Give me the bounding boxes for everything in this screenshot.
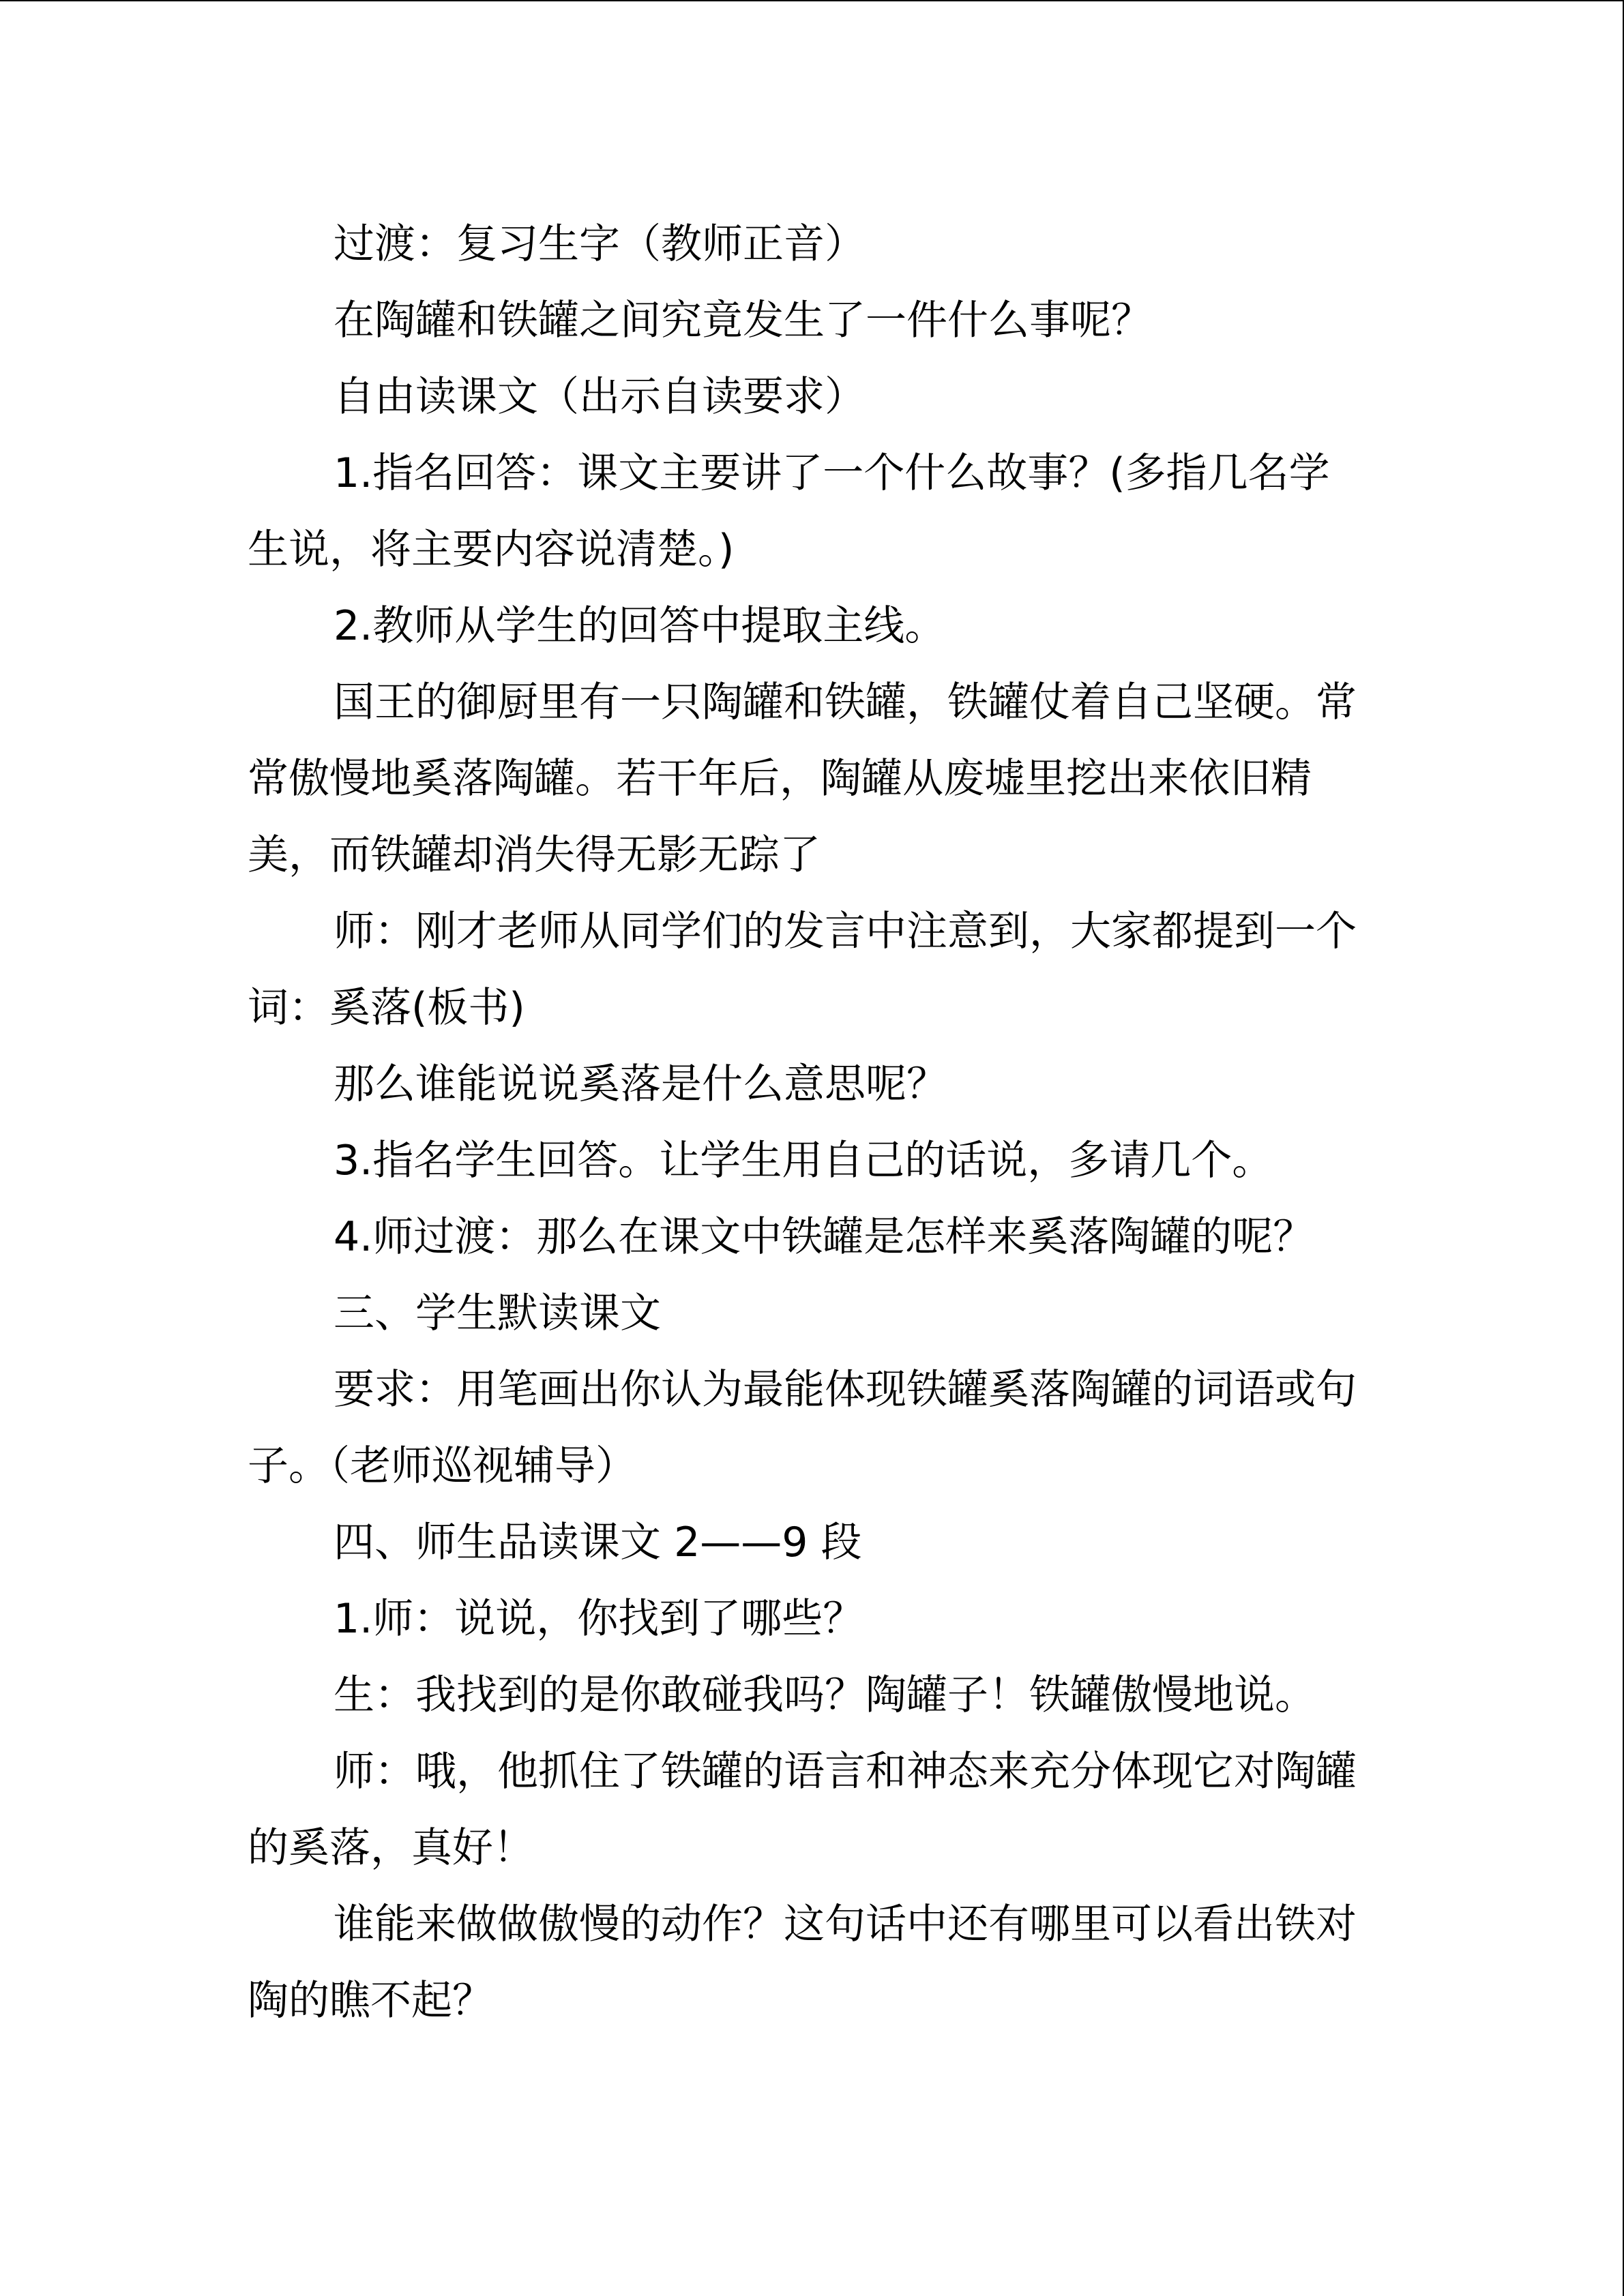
section-heading-3: 三、学生默读课文 [334, 1289, 661, 1337]
document-body [248, 206, 1370, 2039]
paragraph-story-summary: 国王的御厨里有一只陶罐和铁罐，铁罐仗着自己坚硬。常常傲慢地奚落陶罐。若干年后，陶罐从废墟里挖出来依旧精美，而铁罐却消失得无影无踪了 [248, 679, 1357, 879]
paragraph-meaning-question: 那么谁能说说奚落是什么意思呢？ [334, 1060, 947, 1108]
paragraph-question-event: 在陶罐和铁罐之间究竟发生了一件什么事呢？ [334, 297, 1152, 344]
paragraph-follow-up-question: 谁能来做做傲慢的动作？这句话中还有哪里可以看出铁对陶的瞧不起？ [248, 1900, 1357, 2025]
paragraph-step-3: 3.指名学生回答。让学生用自己的话说，多请几个。 [334, 1137, 1273, 1184]
paragraph-step-1: 1.指名回答：课文主要讲了一个什么故事？(多指几名学生说，将主要内容说清楚。) [248, 449, 1330, 573]
paragraph-teacher-keyword: 师：刚才老师从同学们的发言中注意到，大家都提到一个词：奚落(板书) [248, 908, 1357, 1032]
paragraph-transition-review: 过渡：复习生字（教师正音） [334, 220, 866, 268]
paragraph-requirement: 要求：用笔画出你认为最能体现铁罐奚落陶罐的词语或句子。（老师巡视辅导） [248, 1366, 1357, 1490]
paragraph-teacher-ask: 1.师：说说，你找到了哪些？ [334, 1595, 864, 1643]
section-heading-4: 四、师生品读课文 2——9 段 [334, 1519, 862, 1566]
paragraph-free-reading: 自由读课文（出示自读要求） [334, 373, 866, 421]
paragraph-student-answer: 生：我找到的是你敢碰我吗？陶罐子！铁罐傲慢地说。 [334, 1671, 1316, 1719]
paragraph-teacher-praise: 师：哦，他抓住了铁罐的语言和神态来充分体现它对陶罐的奚落，真好！ [248, 1748, 1357, 1872]
paragraph-step-4: 4.师过渡：那么在课文中铁罐是怎样来奚落陶罐的呢？ [334, 1213, 1314, 1261]
paragraph-step-2: 2.教师从学生的回答中提取主线。 [334, 602, 946, 650]
